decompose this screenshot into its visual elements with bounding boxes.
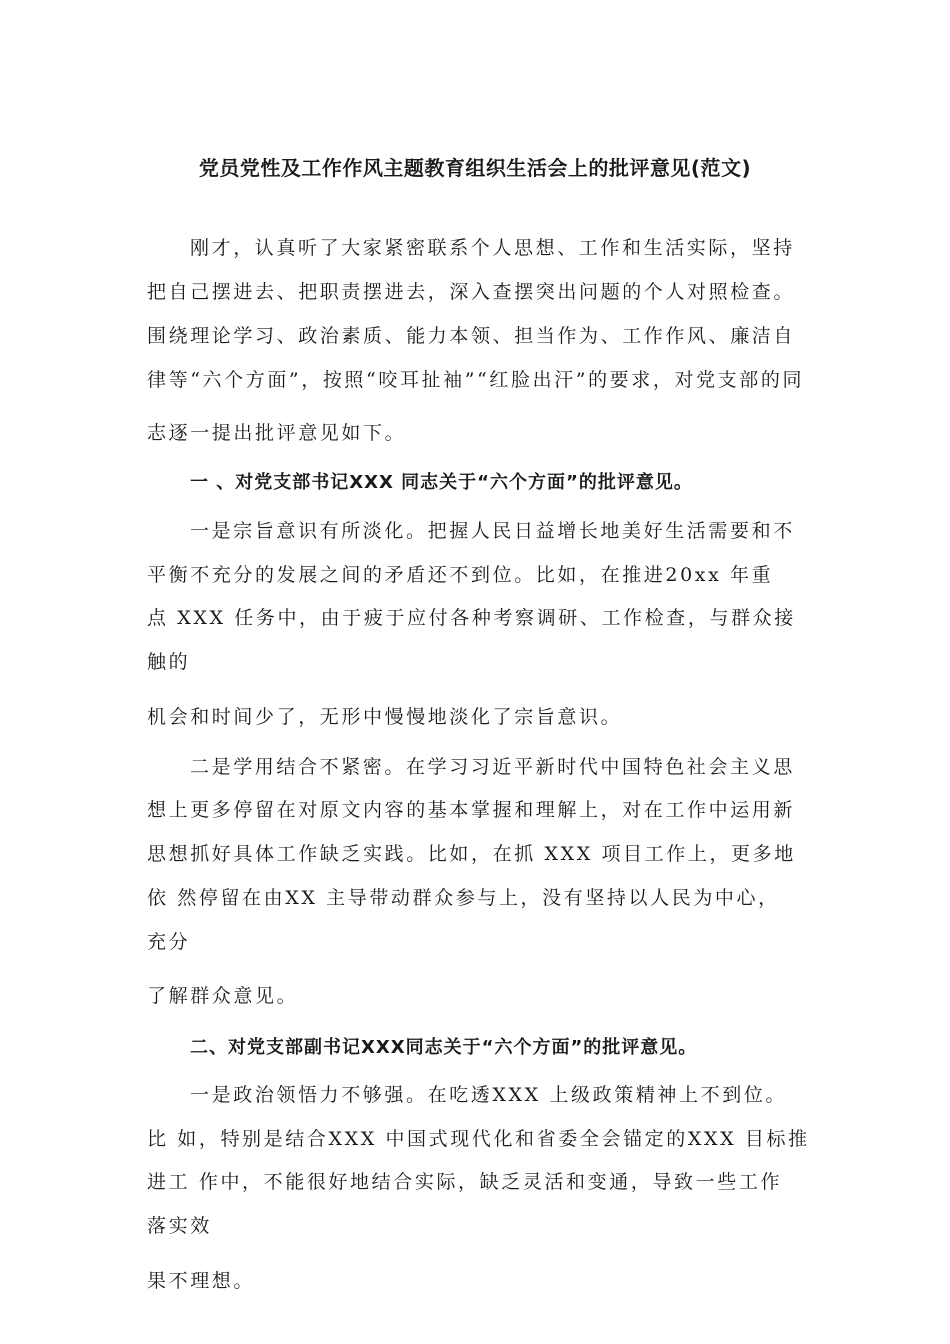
intro-line-5: 志逐一提出批评意见如下。 (147, 422, 407, 444)
intro-line-3: 围绕理论学习、政治素质、能力本领、担当作为、工作作风、廉洁自 (147, 325, 796, 347)
s1-p1-line-4: 触的 (147, 651, 191, 673)
section-1-heading: 一 、对党支部书记XXX 同志关于“六个方面”的批评意见。 (190, 472, 693, 493)
intro-line-2: 把自己摆进去、把职责摆进去，深入查摆突出问题的个人对照检查。 (147, 281, 796, 303)
intro-line-4: 律等“六个方面”，按照“咬耳扯袖”“红脸出汗”的要求，对党支部的同 (147, 369, 805, 391)
s2-p1-line-5: 果不理想。 (147, 1270, 256, 1292)
s1-p1-line-3: 点 XXX 任务中，由于疲于应付各种考察调研、工作检查，与群众接 (147, 607, 796, 629)
s2-p1-line-3: 进工 作中，不能很好地结合实际，缺乏灵活和变通，导致一些工作 (147, 1171, 783, 1193)
s1-p2-line-2: 想上更多停留在对原文内容的基本掌握和理解上，对在工作中运用新 (147, 799, 796, 821)
s1-p1-line-5: 机会和时间少了，无形中慢慢地淡化了宗旨意识。 (147, 706, 623, 728)
s1-p2-line-1: 二是学用结合不紧密。在学习习近平新时代中国特色社会主义思 (190, 756, 795, 778)
s2-p1-line-4: 落实效 (147, 1215, 212, 1237)
s1-p2-line-4: 依 然停留在由XX 主导带动群众参与上，没有坚持以人民为中心， (147, 887, 780, 909)
s1-p1-line-2: 平衡不充分的发展之间的矛盾还不到位。比如，在推进20xx 年重 (147, 564, 774, 586)
section-2-heading: 二、对党支部副书记XXX同志关于“六个方面”的批评意见。 (190, 1037, 698, 1058)
intro-line-1: 刚才，认真听了大家紧密联系个人思想、工作和生活实际，坚持 (190, 237, 795, 259)
s1-p2-line-6: 了解群众意见。 (147, 985, 299, 1007)
s2-p1-line-1: 一是政治领悟力不够强。在吃透XXX 上级政策精神上不到位。 (190, 1084, 788, 1106)
s1-p2-line-5: 充分 (147, 931, 191, 953)
s1-p1-line-1: 一是宗旨意识有所淡化。把握人民日益增长地美好生活需要和不 (190, 520, 795, 542)
s2-p1-line-2: 比 如，特别是结合XXX 中国式现代化和省委全会锚定的XXX 目标推 (147, 1128, 810, 1150)
s1-p2-line-3: 思想抓好具体工作缺乏实践。比如，在抓 XXX 项目工作上，更多地 (147, 843, 796, 865)
document-title: 党员党性及工作作风主题教育组织生活会上的批评意见(范文) (198, 156, 752, 180)
